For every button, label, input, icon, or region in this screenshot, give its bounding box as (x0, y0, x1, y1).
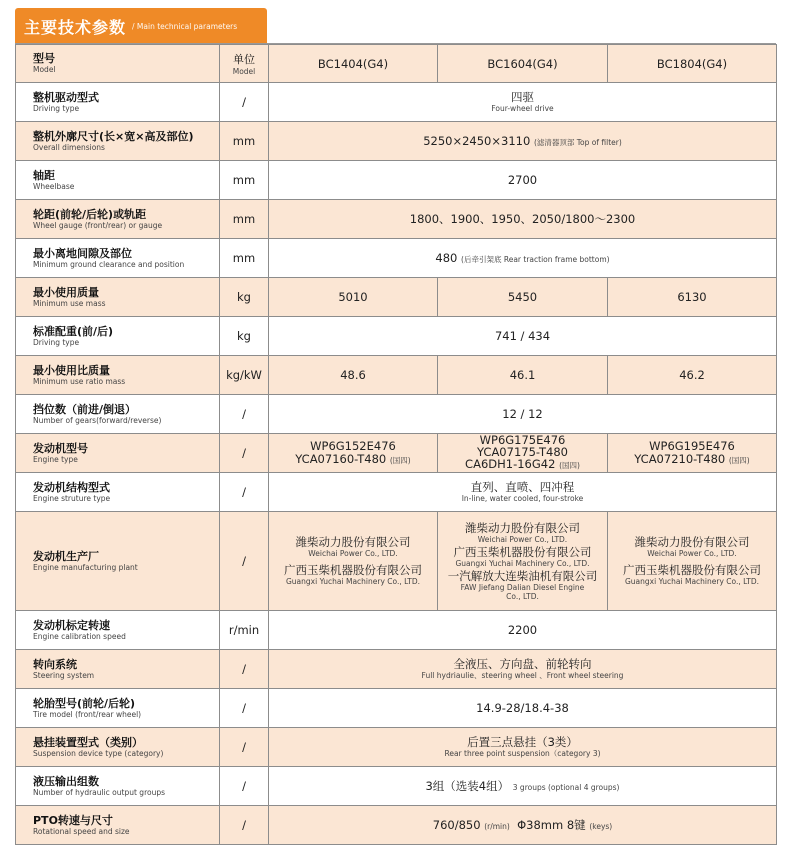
row-unit: mm (220, 161, 269, 200)
table-row (16, 200, 777, 239)
row-unit: / (220, 473, 269, 512)
row-label: 转向系统 Steering system (16, 650, 220, 689)
spec-table (15, 44, 777, 845)
value-cell: 2700 (269, 161, 777, 200)
row-label: 悬挂装置型式（类别） Suspension device type (category) (16, 728, 220, 767)
model-cell: BC1804(G4) (608, 45, 777, 83)
section-title-tab (15, 8, 267, 44)
table-row (16, 473, 777, 512)
table-row (16, 434, 777, 473)
row-label: 轴距 Wheelbase (16, 161, 220, 200)
value-cell: 后置三点悬挂（3类） Rear three point suspension（category 3) (269, 728, 777, 767)
row-label: 发动机型号 Engine type (16, 434, 220, 473)
row-unit: / (220, 512, 269, 611)
row-unit: / (220, 83, 269, 122)
row-unit: / (220, 689, 269, 728)
row-label: 液压输出组数 Number of hydraulic output groups (16, 767, 220, 806)
row-label: 发动机生产厂 Engine manufacturing plant (16, 512, 220, 611)
row-unit: r/min (220, 611, 269, 650)
table-row (16, 122, 777, 161)
table-row (16, 767, 777, 806)
table-row (16, 650, 777, 689)
table-row (16, 356, 777, 395)
section-title: 主要技术参数 (24, 17, 127, 37)
value-cell: 12 / 12 (269, 395, 777, 434)
row-label: 型号 Model (16, 45, 220, 83)
row-unit: / (220, 806, 269, 845)
row-label: 发动机标定转速 Engine calibration speed (16, 611, 220, 650)
value-cell: 潍柴动力股份有限公司 Weichai Power Co., LTD. 广西玉柴机器股份有限公司 Guangxi Yuchai Machinery Co., LTD. 一汽解放大连柴油机有限公司 FAW Jiefang Dalian Diesel Engine Co., LTD. (438, 512, 608, 611)
value-cell: WP6G175E476 YCA07175-T480 CA6DH1-16G42 (国四) (438, 434, 608, 473)
section-subtitle: / Main technical parameters (132, 21, 238, 31)
row-label: PTO转速与尺寸 Rotational speed and size (16, 806, 220, 845)
row-label: 整机外廓尺寸(长×宽×高及部位) Overall dimensions (16, 122, 220, 161)
value-cell: 480 (后牵引架底 Rear traction frame bottom) (269, 239, 777, 278)
row-label: 整机驱动型式 Driving type (16, 83, 220, 122)
row-label: 轮距(前轮/后轮)或轨距 Wheel gauge (front/rear) or gauge (16, 200, 220, 239)
value-cell: 48.6 (269, 356, 438, 395)
row-label: 挡位数（前进/倒退） Number of gears(forward/reverse) (16, 395, 220, 434)
value-cell: WP6G152E476 YCA07160-T480 (国四) (269, 434, 438, 473)
row-unit: mm (220, 200, 269, 239)
row-unit: kg (220, 317, 269, 356)
model-cell: BC1404(G4) (269, 45, 438, 83)
table-row (16, 278, 777, 317)
value-cell: 2200 (269, 611, 777, 650)
table-row (16, 239, 777, 278)
table-row (16, 45, 777, 83)
table-row (16, 83, 777, 122)
model-cell: BC1604(G4) (438, 45, 608, 83)
row-unit: / (220, 767, 269, 806)
value-cell: 1800、1900、1950、2050/1800～2300 (269, 200, 777, 239)
value-cell: 全液压、方向盘、前轮转向 Full hydriaulie、steering wheel 、Front wheel steering (269, 650, 777, 689)
value-cell: WP6G195E476 YCA07210-T480 (国四) (608, 434, 777, 473)
value-cell: 5450 (438, 278, 608, 317)
row-unit: kg (220, 278, 269, 317)
table-row (16, 728, 777, 767)
row-unit: mm (220, 122, 269, 161)
value-cell: 46.2 (608, 356, 777, 395)
table-row (16, 806, 777, 845)
table-row (16, 611, 777, 650)
table-row (16, 395, 777, 434)
value-cell: 5010 (269, 278, 438, 317)
row-label: 最小使用质量 Minimum use mass (16, 278, 220, 317)
value-cell: 5250×2450×3110 (滤清器顶部 Top of filter) (269, 122, 777, 161)
value-cell: 四驱 Four-wheel drive (269, 83, 777, 122)
table-row (16, 161, 777, 200)
row-label: 标准配重(前/后) Driving type (16, 317, 220, 356)
row-label: 最小离地间隙及部位 Minimum ground clearance and position (16, 239, 220, 278)
table-row (16, 512, 777, 611)
row-unit: mm (220, 239, 269, 278)
row-unit: / (220, 728, 269, 767)
value-cell: 741 / 434 (269, 317, 777, 356)
value-cell: 3组（选装4组） 3 groups (optional 4 groups) (269, 767, 777, 806)
value-cell: 14.9-28/18.4-38 (269, 689, 777, 728)
table-row (16, 317, 777, 356)
value-cell: 潍柴动力股份有限公司 Weichai Power Co., LTD. 广西玉柴机器股份有限公司 Guangxi Yuchai Machinery Co., LTD. (608, 512, 777, 611)
row-unit: / (220, 434, 269, 473)
value-cell: 760/850 (r/min) Φ38mm 8键 (keys) (269, 806, 777, 845)
row-unit: kg/kW (220, 356, 269, 395)
row-label: 最小使用比质量 Minimum use ratio mass (16, 356, 220, 395)
row-label: 轮胎型号(前轮/后轮) Tire model (front/rear wheel) (16, 689, 220, 728)
value-cell: 6130 (608, 278, 777, 317)
row-unit: / (220, 395, 269, 434)
table-row (16, 689, 777, 728)
value-cell: 直列、直喷、四冲程 In-line, water cooled, four-stroke (269, 473, 777, 512)
value-cell: 潍柴动力股份有限公司 Weichai Power Co., LTD. 广西玉柴机器股份有限公司 Guangxi Yuchai Machinery Co., LTD. (269, 512, 438, 611)
row-unit: 单位 Model (220, 45, 269, 83)
row-unit: / (220, 650, 269, 689)
value-cell: 46.1 (438, 356, 608, 395)
row-label: 发动机结构型式 Engine struture type (16, 473, 220, 512)
